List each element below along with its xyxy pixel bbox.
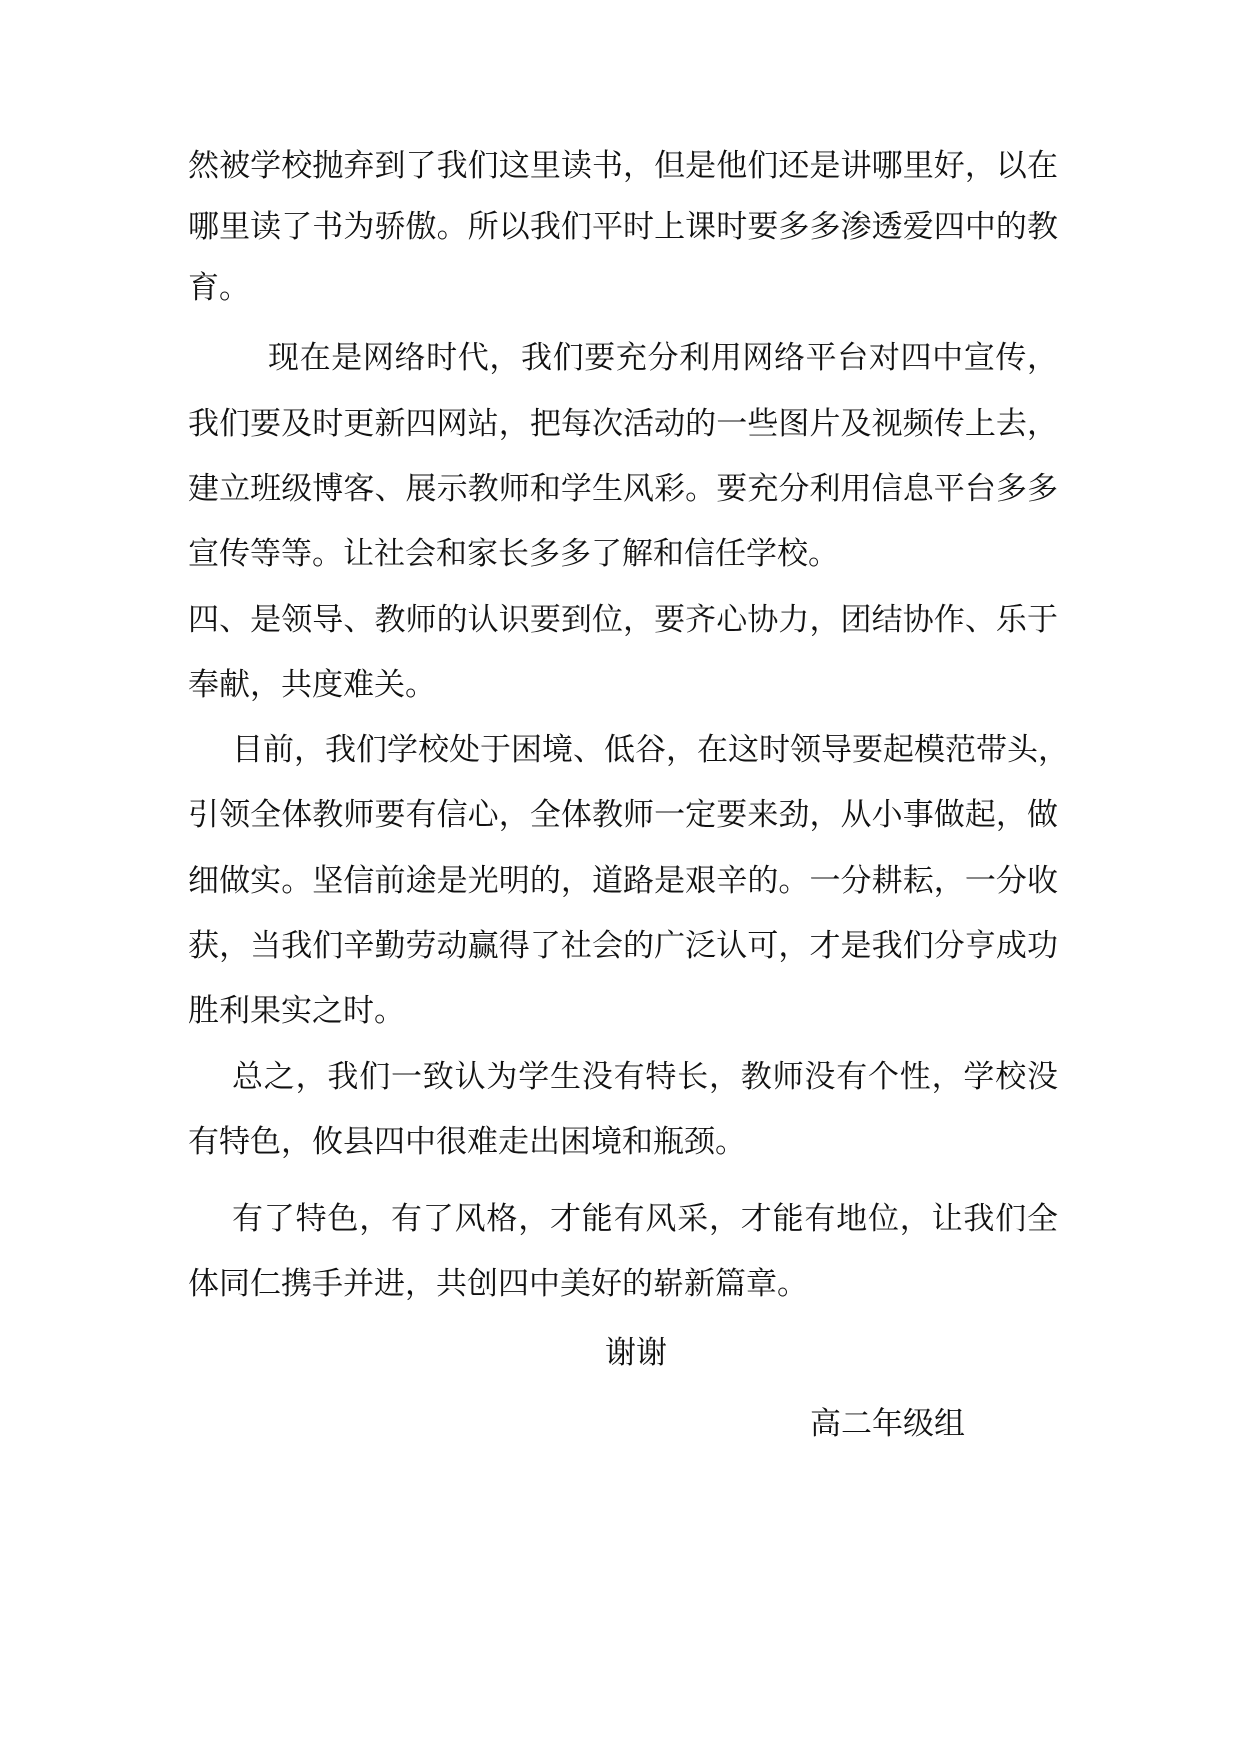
- paragraph-line-2: 哪里读了书为骄傲。所以我们平时上课时要多多渗透爱四中的教: [188, 209, 1058, 245]
- paragraph-line-15: 总之，我们一致认为学生没有特长，教师没有个性，学校没: [232, 1059, 1058, 1095]
- paragraph-line-17: 有了特色，有了风格，才能有风采，才能有地位，让我们全: [232, 1201, 1058, 1237]
- paragraph-line-5: 我们要及时更新四网站，把每次活动的一些图片及视频传上去，: [188, 406, 1058, 442]
- paragraph-line-11: 引领全体教师要有信心，全体教师一定要来劲，从小事做起，做: [188, 797, 1058, 833]
- paragraph-line-13: 获，当我们辛勤劳动赢得了社会的广泛认可，才是我们分亨成功: [188, 928, 1058, 964]
- paragraph-line-9: 奉献，共度难关。: [188, 667, 436, 703]
- paragraph-line-4: 现在是网络时代，我们要充分利用网络平台对四中宣传，: [268, 340, 1058, 376]
- signature-group: 高二年级组: [810, 1406, 965, 1442]
- paragraph-line-6: 建立班级博客、展示教师和学生风彩。要充分利用信息平台多多: [188, 471, 1058, 507]
- paragraph-line-10: 目前，我们学校处于困境、低谷，在这时领导要起模范带头，: [232, 732, 1069, 768]
- paragraph-line-3: 育。: [188, 270, 250, 306]
- paragraph-line-16: 有特色，攸县四中很难走出困境和瓶颈。: [188, 1124, 746, 1160]
- paragraph-line-7: 宣传等等。让社会和家长多多了解和信任学校。: [188, 536, 839, 572]
- closing-thanks: 谢谢: [605, 1335, 667, 1371]
- paragraph-line-1: 然被学校抛弃到了我们这里读书，但是他们还是讲哪里好，以在: [188, 148, 1058, 184]
- paragraph-line-8: 四、是领导、教师的认识要到位，要齐心协力，团结协作、乐于: [188, 602, 1058, 638]
- paragraph-line-14: 胜利果实之时。: [188, 993, 405, 1029]
- paragraph-line-18: 体同仁携手并进，共创四中美好的崭新篇章。: [188, 1266, 808, 1302]
- paragraph-line-12: 细做实。坚信前途是光明的，道路是艰辛的。一分耕耘，一分收: [188, 863, 1058, 899]
